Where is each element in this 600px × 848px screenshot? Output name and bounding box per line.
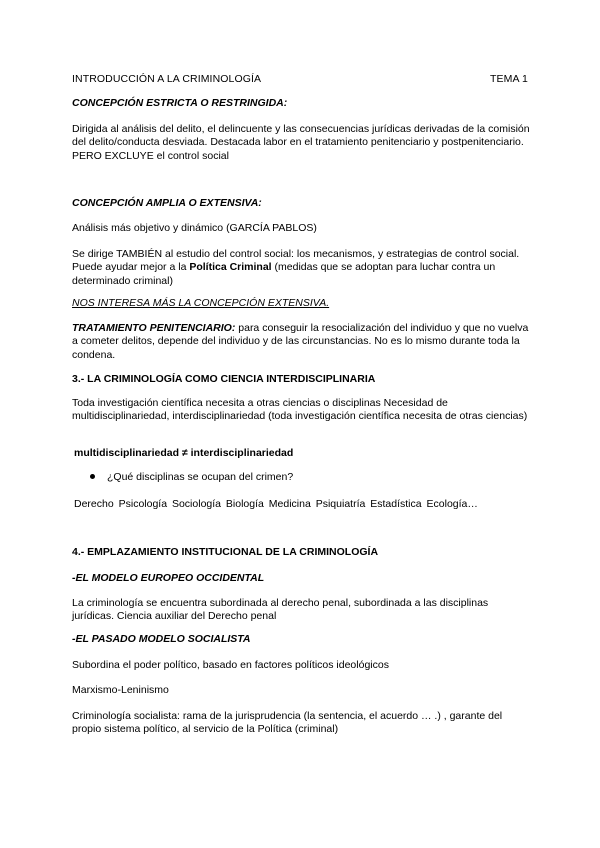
paragraph-analisis: Análisis más objetivo y dinámico (GARCÍA PABLOS) [72,222,317,234]
paragraph-criminologia-socialista: Criminología socialista: rama de la jurisprudencia (la sentencia, el acuerdo … .) , garante del propio sistema político, al servicio de la Política (criminal) [72,710,503,736]
bullet-icon [90,474,95,479]
tratamiento-label: TRATAMIENTO PENITENCIARIO: [72,322,236,334]
page-header [72,73,528,85]
subheading-modelo-socialista: -EL PASADO MODELO SOCIALISTA [72,633,251,645]
disciplines-list: Derecho Psicología Sociología Biología Medicina Psiquiatría Estadística Ecología… [74,498,478,510]
heading-section-4: 4.- EMPLAZAMIENTO INSTITUCIONAL DE LA CRIMINOLOGÍA [72,546,379,558]
paragraph-tratamiento [72,322,532,362]
paragraph-control-social [72,248,532,288]
paragraph-concepcion-estricta: Dirigida al análisis del delito, el delincuente y las consecuencias jurídicas derivadas de la comisión del delito/conducta desviada. Destacada labor en el tratamiento penitenciario y postpenitenciario. PERO EXCLUYE el control social [72,123,530,162]
document-title: INTRODUCCIÓN A LA CRIMINOLOGÍA [72,73,262,85]
paragraph-modelo-europeo: La criminología se encuentra subordinada al derecho penal, subordinada a las disciplinas jurídicas. Ciencia auxiliar del Derecho penal [72,597,489,623]
topic-number: TEMA 1 [490,73,528,85]
formula-line: multidisciplinariedad ≠ interdisciplinariedad [74,447,294,459]
paragraph-investigacion: Toda investigación científica necesita a otras ciencias o disciplinas Necesidad de multidisciplinariedad, interdisciplinariedad (toda investigación científica necesita de otras ciencias) [72,397,528,423]
paragraph-marxismo: Marxismo-Leninismo [72,684,169,696]
heading-concepcion-amplia: CONCEPCIÓN AMPLIA O EXTENSIVA: [72,197,262,209]
bullet-item [90,471,293,483]
heading-section-3: 3.- LA CRIMINOLOGÍA COMO CIENCIA INTERDISCIPLINARIA [72,373,376,385]
text-segment: (medidas que se adoptan para luchar contra un determinado criminal) [72,261,496,287]
politica-criminal-term: Política Criminal [189,261,272,274]
text-segment: para conseguir la resocialización del individuo y que no vuelva a cometer delitos, depende del individuo y de las circunstancias. No es lo mismo durante toda la condena. [72,322,529,361]
paragraph-poder-politico: Subordina el poder político, basado en factores políticos ideológicos [72,659,389,671]
subheading-modelo-europeo: -EL MODELO EUROPEO OCCIDENTAL [72,572,265,584]
interest-note: NOS INTERESA MÁS LA CONCEPCIÓN EXTENSIVA. [72,297,330,309]
heading-concepcion-estricta: CONCEPCIÓN ESTRICTA O RESTRINGIDA: [72,97,288,109]
text-segment: Se dirige TAMBIÉN al estudio del control social: los mecanismos, y estrategias de control social. Puede ayudar mejor a la [72,248,520,274]
question-text: ¿Qué disciplinas se ocupan del crimen? [107,471,294,483]
